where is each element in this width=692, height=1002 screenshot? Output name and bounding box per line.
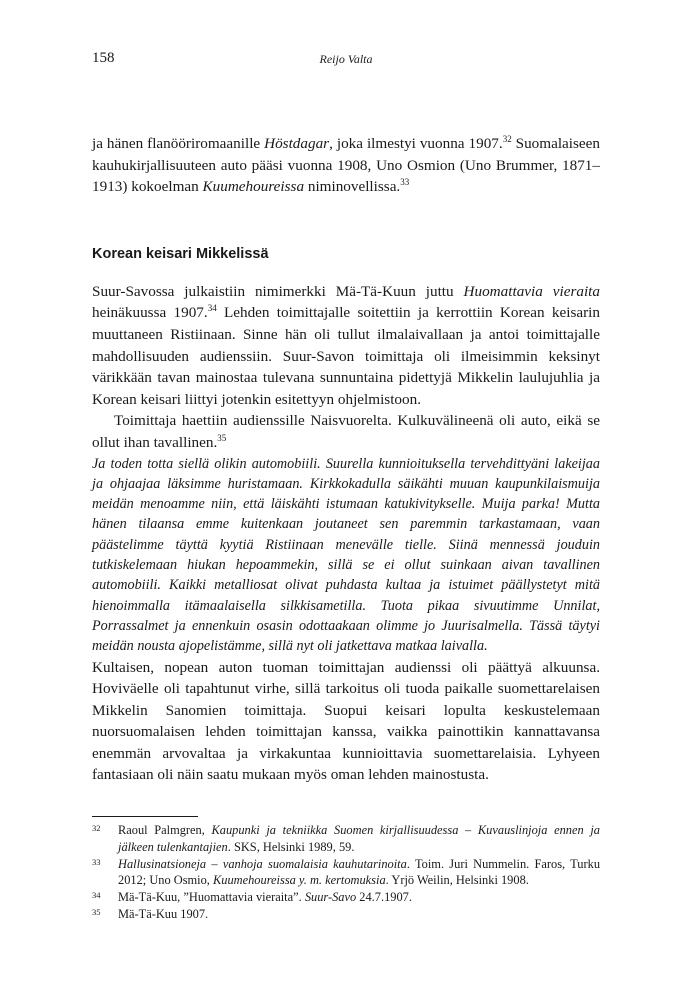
footnote-ref-34[interactable]: 34 [207, 303, 217, 314]
title-kuumehoureissa: Kuumehoureissa [202, 178, 305, 196]
footnote-ref-32[interactable]: 32 [502, 133, 512, 144]
text-run: . Toim. Juri Nummelin. Faros, Turku 2012; Uno Osmio, [118, 856, 601, 888]
footnote-ref-33[interactable]: 33 [400, 177, 410, 188]
footnote-35 [92, 906, 600, 923]
footnote-32 [92, 822, 600, 856]
block-quote: Ja toden totta siellä olikin automobiili. Suurella kunnioituksella tervehdittyäni lakeijaa ja ohjaajaa läksimme huristamaan. Kirkkokadulla säikähti muuan kaupunkilaismuija meidän menoamme niin, että läiskähti istumaan katukivitykselle. Muija parka! Mutta hänen tilaansa emme kuitenkaan joutaneet sen paremmin tarkastamaan, vaan päästelimme täyttä kyytiä Ristiinaan menevälle tielle. Siinä mennessä jouduin tutkiskelemaan hiukan hepoammekin, sillä se ei ollut suinkaan aivan tavallinen automobiili. Kaikki metalliosat olivat puhdasta kultaa ja istuimet päällystetyt mitä hienoimmalla itämaalaisella silkkisametilla. Tuota pikaa sivuutimme Unnilat, Porrassalmet ja ennenkuin osasin odottaakaan olimme jo Juurisalmella. Tässä täytyi meidän nousta ajopelistämme, sillä nyt oli jatkettava matkaa laivalla. [92, 455, 600, 655]
text-run: . Yrjö Weilin, Helsinki 1908. [385, 873, 529, 888]
running-head: Reijo Valta [319, 52, 373, 66]
text-run: Mä-Tä-Kuu 1907. [118, 906, 209, 921]
text-run-italic: Kuumehoureissa y. m. kertomuksia [213, 873, 386, 888]
text-run: , joka ilmestyi vuonna 1907. [329, 135, 503, 152]
text-run: Toimittaja haettiin audienssille Naisvuorelta. Kulkuvälineenä oli auto, eikä se ollut ihan tavallinen. [92, 412, 600, 451]
footnote-number: 32 [92, 823, 101, 833]
paragraph-3 [92, 410, 600, 453]
page-number: 158 [92, 50, 115, 66]
text-run: Suomalaiseen kauhukirjallisuuteen auto pääsi vuonna 1908, Uno Osmion (Uno Brummer, 1871–1913) kokoelman [92, 135, 600, 196]
footnote-number: 33 [92, 856, 101, 867]
footnote-ref-35[interactable]: 35 [217, 432, 227, 443]
title-huomattavia-vieraita: Huomattavia vieraita [463, 282, 600, 300]
text-run-italic: Suur-Savo [304, 890, 357, 905]
main-text [92, 133, 600, 786]
footnote-34 [92, 889, 600, 906]
paragraph-1 [92, 133, 600, 198]
footnote-divider [92, 816, 198, 817]
paragraph-2 [92, 281, 600, 411]
text-run: 24.7.1907. [356, 890, 412, 905]
text-run: Raoul Palmgren, [118, 823, 212, 837]
text-run-italic: Kaupunki ja tekniikka Suomen kirjallisuudessa – Kuvauslinjoja ennen ja jälkeen tulenkantajien [118, 823, 600, 854]
footnotes [92, 816, 600, 923]
title-hostdagar: Höstdagar [264, 135, 330, 152]
text-run: niminovellissa. [304, 178, 401, 196]
text-run: heinäkuussa 1907. [92, 304, 208, 322]
text-run: . SKS, Helsinki 1989, 59. [227, 839, 355, 854]
footnote-number: 35 [92, 906, 101, 917]
footnote-33 [92, 856, 600, 890]
text-run-italic: Hallusinatsioneja – vanhoja suomalaisia kauhutarinoita [118, 856, 407, 871]
text-run: Mä-Tä-Kuu, ”Huomattavia vieraita”. [118, 890, 305, 905]
paragraph-4: Kultaisen, nopean auton tuoman toimittajan audienssi oli päättyä alkuunsa. Hoviväelle oli tapahtunut virhe, sillä tarkoitus oli tuoda paikalle suomettarelaisen Mikkelin Sanomien toimittaja. Suopui keisari lopulta keskustelemaan nuorsuomalaisen lehden toimittajan kanssa, vaikka painottikin kannattavansa enemmän arvovaltaa ja virkakuntaa kunnioittavia suomettarelaisia. Lyhyeen fantasiaan oli näin saatu mukaan myös oman lehden mainostusta. [92, 658, 600, 784]
page-header [92, 50, 600, 74]
text-run: Suur-Savossa julkaistiin nimimerkki Mä-Tä-Kuun juttu [92, 282, 464, 300]
footnote-number: 34 [92, 890, 101, 901]
text-run: ja hänen flanööriromaanille [92, 135, 265, 152]
text-run: Lehden toimittajalle soitettiin ja kerrottiin Korean keisarin muuttaneen Ristiinaan. Sinne hän oli tullut ilmalaivallaan ja antoi toimittajalle mahdollisuuden audienssiin. Suur-Savon toimittaja oli ilmeisimmin keksinyt värikkään tavan mainostaa tulevana sunnuntaina pidettyjä Mikkelin laulujuhlia ja Korean keisari liittyi jotenkin esitettyyn ohjelmistoon. [92, 304, 600, 408]
section-heading: Korean keisari Mikkelissä [92, 245, 269, 262]
